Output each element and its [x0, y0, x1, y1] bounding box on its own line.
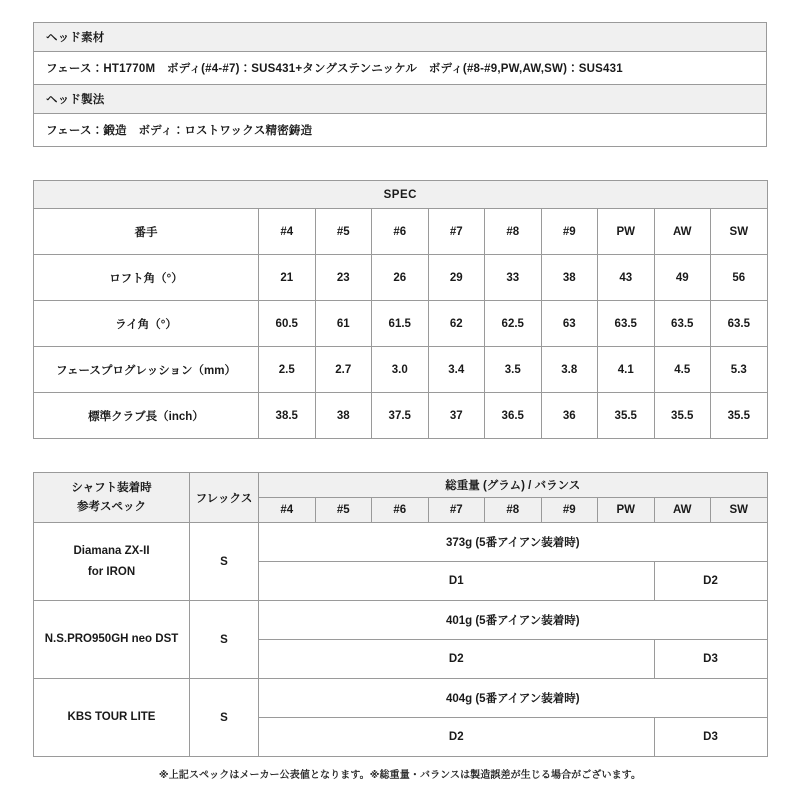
spec-cell: 62	[428, 301, 485, 347]
shaft-balance-main: D2	[259, 718, 655, 757]
spec-cell: 29	[428, 255, 485, 301]
table-row	[34, 601, 768, 640]
spec-cell: 23	[315, 255, 372, 301]
head-material-table	[33, 22, 767, 147]
shaft-name	[34, 679, 190, 757]
spec-cell: 26	[372, 255, 429, 301]
shaft-weight-value: 401g (5番アイアン装着時)	[259, 601, 768, 640]
shaft-name-line1: KBS TOUR LITE	[67, 711, 156, 724]
spec-cell: 62.5	[485, 301, 542, 347]
spec-cell: 63	[541, 301, 598, 347]
table-row	[34, 181, 768, 209]
spec-cell: 60.5	[259, 301, 316, 347]
spec-cell: 5.3	[711, 347, 768, 393]
spec-cell: 35.5	[711, 393, 768, 439]
shaft-corner-label-line2: 参考スペック	[77, 500, 146, 513]
spec-cell: 63.5	[711, 301, 768, 347]
shaft-club-header: #8	[485, 498, 542, 523]
spec-cell: 3.8	[541, 347, 598, 393]
shaft-club-header: #9	[541, 498, 598, 523]
spec-cell: 61.5	[372, 301, 429, 347]
shaft-name-line1: Diamana ZX-II	[73, 545, 150, 558]
shaft-spec-table	[33, 472, 768, 757]
shaft-weight-value: 404g (5番アイアン装着時)	[259, 679, 768, 718]
spec-club-header: #8	[485, 209, 542, 255]
spec-club-label: 番手	[34, 209, 259, 255]
spec-cell: 35.5	[654, 393, 711, 439]
spec-club-header: PW	[598, 209, 655, 255]
shaft-corner-label	[34, 473, 190, 523]
spec-table	[33, 180, 768, 439]
spec-row-label: 標準クラブ長（inch）	[34, 393, 259, 439]
shaft-balance-alt: D2	[654, 562, 767, 601]
spec-cell: 56	[711, 255, 768, 301]
spec-title: SPEC	[34, 181, 768, 209]
spec-cell: 3.5	[485, 347, 542, 393]
table-row	[34, 393, 768, 439]
table-row	[34, 23, 767, 52]
head-material-label: ヘッド素材	[34, 23, 767, 52]
spec-cell: 33	[485, 255, 542, 301]
spec-cell: 35.5	[598, 393, 655, 439]
spec-club-header: SW	[711, 209, 768, 255]
shaft-club-header: PW	[598, 498, 655, 523]
spec-cell: 36.5	[485, 393, 542, 439]
table-row	[34, 52, 767, 85]
table-row	[34, 114, 767, 147]
shaft-weight-value: 373g (5番アイアン装着時)	[259, 523, 768, 562]
spec-cell: 38	[541, 255, 598, 301]
table-row	[34, 523, 768, 562]
table-row	[34, 301, 768, 347]
shaft-name	[34, 601, 190, 679]
shaft-flex-value: S	[190, 679, 259, 757]
table-row	[34, 85, 767, 114]
spec-club-header: #6	[372, 209, 429, 255]
spec-club-header: #4	[259, 209, 316, 255]
shaft-corner-label-line1: シャフト装着時	[71, 481, 152, 494]
spec-cell: 2.5	[259, 347, 316, 393]
shaft-balance-alt: D3	[654, 718, 767, 757]
shaft-name	[34, 523, 190, 601]
shaft-club-header: #6	[372, 498, 429, 523]
spec-club-header: #9	[541, 209, 598, 255]
shaft-club-header: #5	[315, 498, 372, 523]
shaft-flex-value: S	[190, 523, 259, 601]
table-row	[34, 347, 768, 393]
spec-row-label: ロフト角（°）	[34, 255, 259, 301]
shaft-club-header: SW	[711, 498, 768, 523]
spec-club-header: #5	[315, 209, 372, 255]
shaft-balance-main: D1	[259, 562, 655, 601]
shaft-name-line1: N.S.PRO950GH neo DST	[44, 633, 179, 646]
spec-cell: 63.5	[598, 301, 655, 347]
head-material-value: フェース：HT1770M ボディ(#4-#7)：SUS431+タングステンニッケル ボディ(#8-#9,PW,AW,SW)：SUS431	[34, 52, 767, 85]
spec-cell: 4.5	[654, 347, 711, 393]
spec-club-header: AW	[654, 209, 711, 255]
spec-cell: 3.0	[372, 347, 429, 393]
shaft-flex-label: フレックス	[190, 473, 259, 523]
spec-cell: 4.1	[598, 347, 655, 393]
head-construction-label: ヘッド製法	[34, 85, 767, 114]
spec-cell: 21	[259, 255, 316, 301]
table-row	[34, 473, 768, 498]
shaft-club-header: #7	[428, 498, 485, 523]
spec-cell: 37.5	[372, 393, 429, 439]
spec-cell: 38.5	[259, 393, 316, 439]
spec-cell: 49	[654, 255, 711, 301]
table-row	[34, 209, 768, 255]
spec-cell: 61	[315, 301, 372, 347]
spec-cell: 2.7	[315, 347, 372, 393]
spec-row-label: ライ角（°）	[34, 301, 259, 347]
spec-cell: 3.4	[428, 347, 485, 393]
shaft-group-header: 総重量 (グラム) / バランス	[259, 473, 768, 498]
shaft-flex-value: S	[190, 601, 259, 679]
shaft-name-line2: for IRON	[87, 565, 136, 578]
spec-club-header: #7	[428, 209, 485, 255]
spec-cell: 63.5	[654, 301, 711, 347]
shaft-club-header: #4	[259, 498, 316, 523]
shaft-balance-main: D2	[259, 640, 655, 679]
spec-cell: 38	[315, 393, 372, 439]
spec-cell: 43	[598, 255, 655, 301]
shaft-club-header: AW	[654, 498, 711, 523]
shaft-balance-alt: D3	[654, 640, 767, 679]
spec-row-label: フェースプログレッション（mm）	[34, 347, 259, 393]
spec-cell: 36	[541, 393, 598, 439]
head-construction-value: フェース：鍛造 ボディ：ロストワックス精密鋳造	[34, 114, 767, 147]
spec-cell: 37	[428, 393, 485, 439]
footnote: ※上記スペックはメーカー公表値となります。※総重量・バランスは製造誤差が生じる場合がございます。	[158, 770, 642, 781]
table-row	[34, 679, 768, 718]
table-row	[34, 255, 768, 301]
